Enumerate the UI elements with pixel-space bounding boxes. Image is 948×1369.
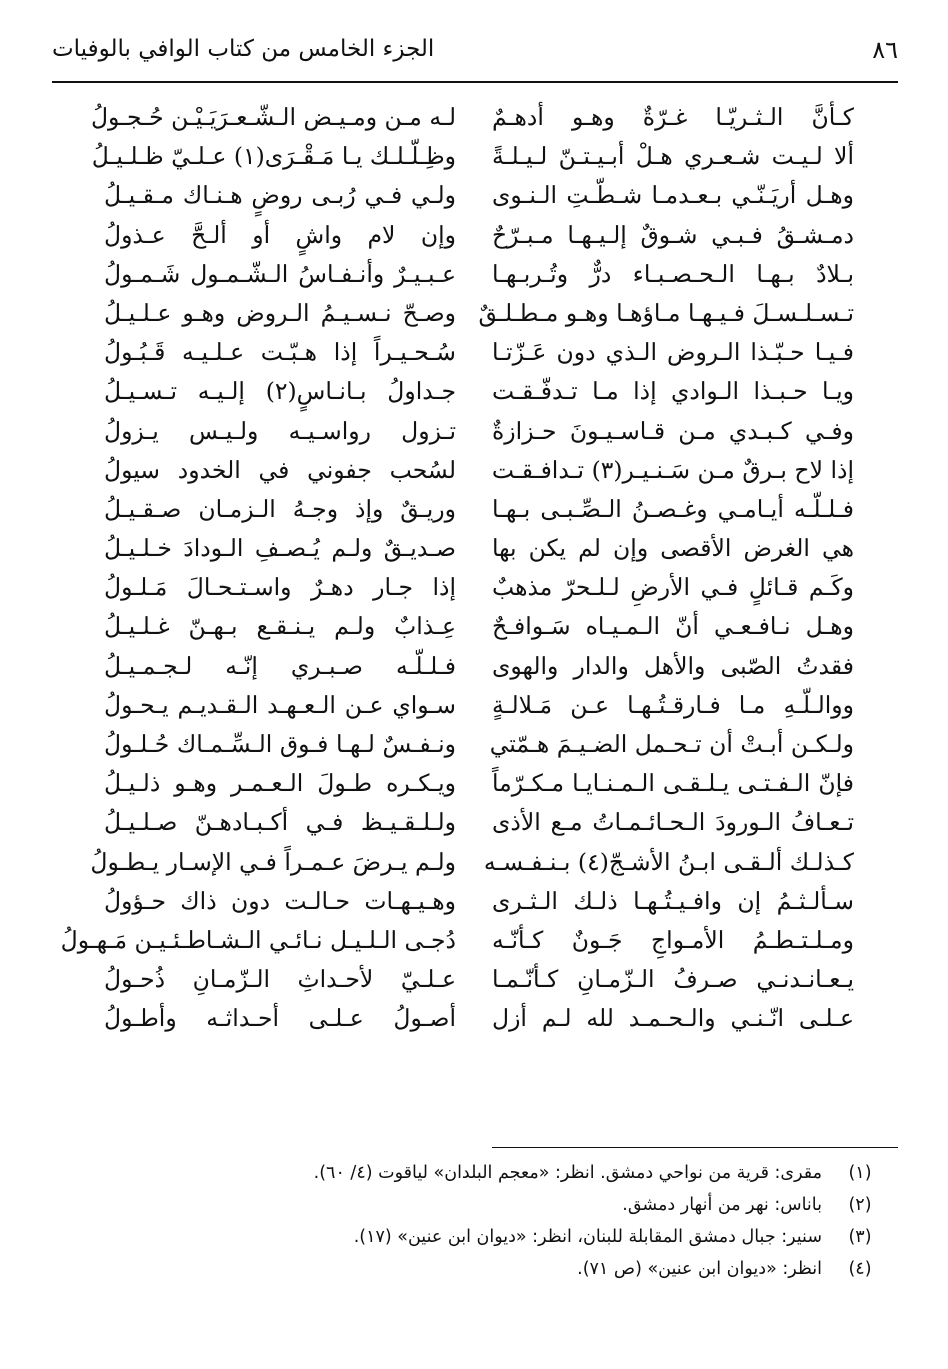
footnote: [48, 1221, 898, 1253]
verse-hemistich: جـداولُ بـانـاسٍ(٢) إلـيـه تـسـيـلُ: [104, 377, 456, 406]
verse-hemistich: عِـذابٌ ولـم يـنـقـع بـهـنّ غـلـيـلُ: [104, 612, 456, 641]
footnote: [48, 1253, 898, 1285]
verse-hemistich: لـه مـن ومـيـض الـشّـعـرَيَـيْـن حُـجـولُ: [90, 103, 456, 131]
verse-hemistich: يـعـانـدنـي صـرفُ الـزّمـانِ كـأنّـمـا: [492, 965, 854, 994]
verse-hemistich: بـلادٌ بـهـا الـحـصـبـاء درٌّ وتُـربـهـا: [492, 259, 854, 288]
verse-hemistich: ويـكـره طـولَ الـعـمـر وهـو ذلـيـلُ: [104, 769, 456, 798]
footnote-text: سنير: جبال دمشق المقابلة للبنان، انظر: «ديوان ابن عنين» (١٧).: [353, 1227, 822, 1247]
verse-hemistich: سـواي عـن الـعـهـد الـقـديـم يـحـولُ: [104, 690, 456, 719]
verse-hemistich: وإن لام واشٍ أو ألـحَّ عـذولُ: [104, 220, 456, 249]
verse-hemistich: فـيـا حـبّـذا الـروض الـذي دون عَـزّتـا: [492, 338, 854, 367]
verse-hemistich: ويـا حـبـذا الـوادي إذا مـا تـدفّـقـت: [492, 377, 854, 406]
verse-hemistich: سُـحـيـراً إذا هـبّـت عـلـيـه قَـبُـولُ: [104, 338, 456, 367]
verse-hemistich: عـلـى انّـنـي والـحـمـد لله لـم أزل: [492, 1004, 854, 1033]
footnote-number: (٤): [848, 1259, 872, 1279]
verse-hemistich: عـلـيّ لأحـداثِ الـزّمـانِ ذُحـولُ: [104, 965, 456, 994]
verse-hemistich: ألا لـيـت شـعـري هـلْ أبـيـتـنّ لـيـلـةً: [492, 142, 854, 171]
verse-hemistich: فـلـلّـه صـبـري إنّـه لـجـمـيـلُ: [104, 651, 456, 680]
verse-hemistich: وهـل نـافـعـي أنّ الـمـيـاه سَـوافـحٌ: [492, 612, 854, 641]
verse-hemistich: دمـشـقُ فـبـي شـوقٌ إلـيـهـا مـبـرّحٌ: [492, 220, 854, 249]
verse-hemistich: فإنّ الـفـتـى يـلـقـى الـمـنـايـا مـكـرّماً: [492, 769, 854, 798]
verse-hemistich: وريـقٌ وإذ وجـهُ الـزمـان صـقـيـلُ: [104, 494, 456, 523]
verse-hemistich: كـذلـك ألـقـى ابـنُ الأشـجّ(٤) بـنـفـسـه: [483, 847, 854, 876]
poem-second-hemistichs: [60, 98, 456, 1039]
verse-hemistich: دُجـى الـلـيـل نـائـي الـشـاطـئـيـن مَـهـولُ: [60, 925, 456, 954]
verse-hemistich: وفـي كـبـدي مـن قـاسـيـونَ حـزازةٌ: [492, 416, 854, 445]
page-number: ٨٦: [872, 36, 898, 64]
verse-hemistich: تـسـلـسـلَ فـيـهـا مـاؤهـا وهـو مـطـلـقٌ: [478, 298, 854, 327]
footnote-text: باناس: نهر من أنهار دمشق.: [622, 1195, 822, 1215]
footnote-number: (١): [848, 1163, 872, 1183]
verse-hemistich: هي الغرض الأقصى وإن لم يكن بها: [492, 534, 854, 563]
verse-hemistich: ولـلـقـيـظ فـي أكـبـادهـنّ صـلـيـلُ: [104, 808, 456, 837]
verse-hemistich: لسُحب جفوني في الخدود سيولُ: [104, 455, 456, 484]
verse-hemistich: ووالـلّـهِ مـا فـارقـتُـهـا عـن مَـلالـةٍ: [492, 690, 854, 719]
page-header: [52, 34, 898, 74]
verse-hemistich: ونـفـسٌ لـهـا فـوق الـسِّـمـاك حُـلـولُ: [104, 730, 456, 758]
running-title: الجزء الخامس من كتاب الوافي بالوفيات: [52, 36, 435, 62]
header-rule: [52, 81, 898, 83]
verse-hemistich: إذا لاح بـرقٌ مـن سَـنـيـر(٣) تـدافـقـت: [491, 455, 854, 484]
verse-hemistich: فقدتُ الصّبى والأهل والدار والهوى: [492, 651, 854, 680]
verse-hemistich: وظِـلّـلـك يـا مَـقْـرَى(١) عـلـيّ ظـلـيـلُ: [91, 142, 456, 171]
verse-hemistich: كـأنَّ الـثـريّـا غـرّةٌ وهـو أدهـمٌ: [492, 103, 854, 131]
verse-hemistich: أصـولُ عـلـى أحـداثـه وأطـولُ: [104, 1004, 456, 1033]
footnote-rule: [492, 1147, 898, 1148]
footnote-number: (٢): [848, 1195, 872, 1215]
footnote: [48, 1157, 898, 1189]
footnote-text: مقرى: قرية من نواحي دمشق. انظر: «معجم البلدان» لياقوت (٤/ ٦٠).: [313, 1163, 822, 1183]
verse-hemistich: عـبـيـرٌ وأنـفـاسُ الـشّـمـول شَـمـولُ: [104, 259, 456, 288]
verse-hemistich: إذا جـار دهـرٌ واسـتـحـالَ مَـلـولُ: [104, 573, 456, 602]
footnotes: [48, 1157, 898, 1285]
verse-hemistich: وصـحّ نـسـيـمُ الـروض وهـو عـلـيـلُ: [104, 298, 456, 327]
verse-hemistich: وهـيـهـات حـالـت دون ذاك حـؤولُ: [104, 886, 456, 915]
verse-hemistich: سـألـثـمُ إن وافـيـتُـهـا ذلـك الـثـرى: [492, 886, 854, 915]
footnote-number: (٣): [848, 1227, 872, 1247]
poem-first-hemistichs: [478, 98, 854, 1039]
footnote-text: انظر: «ديوان ابن عنين» (ص ٧١).: [577, 1259, 822, 1279]
verse-hemistich: ولـم يـرضَ عـمـراً فـي الإسـار يـطـولُ: [90, 847, 456, 876]
verse-hemistich: ومـلـتـطـمُ الأمـواجِ جَـونٌ كـأنّـه: [492, 925, 854, 954]
footnote: [48, 1189, 898, 1221]
verse-hemistich: وهـل أريَـنّـي بـعـدمـا شـطّـتِ الـنـوى: [492, 181, 854, 210]
verse-hemistich: ولـي فـي رُبـى روضٍ هـنـاك مـقـيـلُ: [104, 181, 456, 210]
verse-hemistich: فـلـلّـه أيـامـي وغـصـنُ الـصِّـبـى بـهـا: [492, 494, 854, 523]
verse-hemistich: تـعـافُ الـورودَ الـحـائـمـاتُ مـع الأذى: [492, 808, 854, 837]
verse-hemistich: صـديـقٌ ولـم يُـصـفِ الـودادَ خـلـيـلُ: [104, 534, 456, 563]
verse-hemistich: تـزول رواسـيـه ولـيـس يـزولُ: [104, 416, 456, 445]
verse-hemistich: وكَـم قـائلٍ فـي الأرضِ لـلـحرّ مذهبٌ: [492, 573, 854, 602]
verse-hemistich: ولـكـن أبـتْ أن تـحـمل الضـيـمَ هـمّتي: [489, 730, 854, 758]
